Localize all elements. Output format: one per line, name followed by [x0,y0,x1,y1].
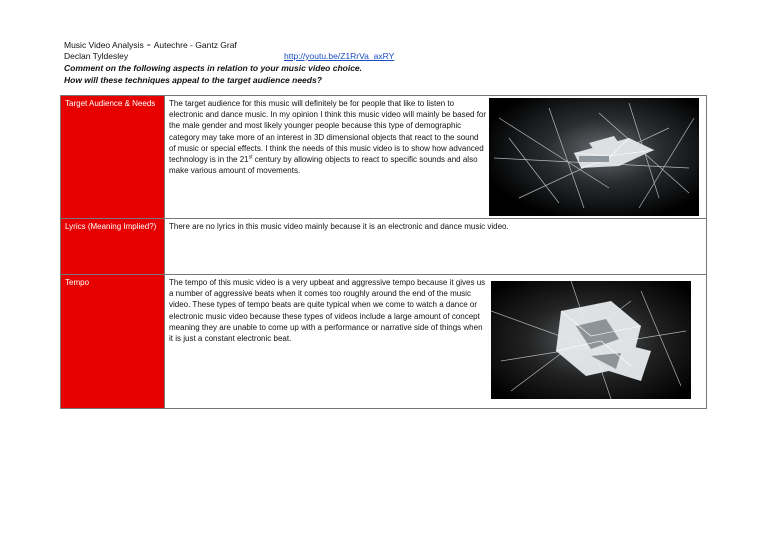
row-content-target-audience [165,96,707,219]
ordinal-suffix: st [248,154,253,161]
doc-title: Music Video Analysis [64,40,144,50]
video-still-image [489,98,699,216]
video-still-image [491,281,691,399]
row-label-target-audience: Target Audience & Needs [61,96,165,219]
video-still-graphic [489,98,699,216]
lyrics-text: There are no lyrics in this music video mainly because it is an electronic and dance music video. [169,222,509,231]
target-audience-text-part: century by allowing objects to react to specific sounds and also make various amount of movements. [169,155,478,176]
video-link[interactable]: http://youtu.be/Z1RrVa_axRY [284,51,395,61]
author-name: Declan Tyldesley [64,51,129,61]
analysis-table [60,95,707,409]
table-row [61,96,707,219]
author-line [64,50,704,62]
question-1: Comment on the following aspects in relation to your music video choice. [64,63,363,73]
question-2: How will these techniques appeal to the target audience needs? [64,75,322,85]
table-row [61,275,707,409]
title-separator: - [146,37,151,51]
table-row [61,219,707,275]
target-audience-text [169,98,487,176]
video-still-graphic [491,281,691,399]
row-label-tempo: Tempo [61,275,165,409]
title-line [64,38,704,50]
row-content-tempo [165,275,707,409]
song-title: Autechre - Gantz Graf [153,40,237,50]
row-content-lyrics [165,219,707,275]
row-label-lyrics: Lyrics (Meaning Implied?) [61,219,165,275]
target-audience-text-part: The target audience for this music will definitely be for people that like to listen to electronic and dance music. In my opinion I think this music video will mainly be based for the male gender and most likely younger people because this type of demographic category may take more of an interest in 3D dimensional objects that react to the sound of music or special effects. I think the needs of this music video is to show how advanced technology is in the 21 [169,99,487,165]
document-header [64,38,704,86]
tempo-text: The tempo of this music video is a very upbeat and aggressive tempo because it gives us a number of aggressive beats when it comes too roughly around the end of the music video. These types of tempo beats are quite typical when we come to watch a dance or electronic music video because these types of videos include a large amount of concept meaning they are unable to come up with a performance or narrative side of things when it is just a constant electronic beat. [169,278,486,344]
